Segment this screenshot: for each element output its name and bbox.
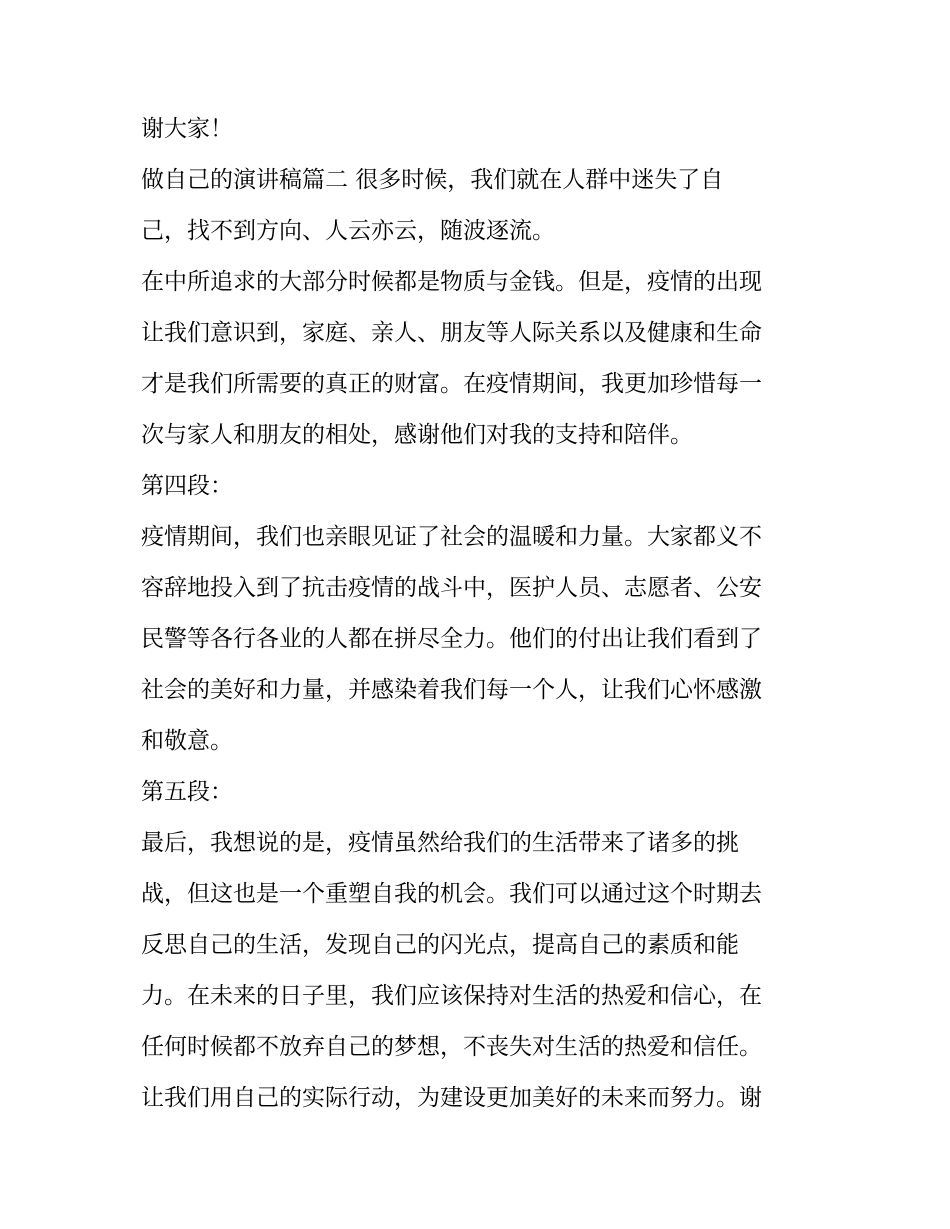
text-line: 力。在未来的日子里，我们应该保持对生活的热爱和信心，在: [141, 983, 762, 1009]
text-line-speech-title: 做自己的演讲稿篇二 很多时候，我们就在人群中迷失了自: [141, 167, 724, 193]
text-line: 任何时候都不放弃自己的梦想，不丧失对生活的热爱和信任。: [141, 1034, 762, 1060]
text-line: 让我们用自己的实际行动，为建设更加美好的未来而努力。谢: [141, 1085, 762, 1111]
text-line: 和敬意。: [141, 728, 233, 754]
section-heading-5: 第五段：: [141, 779, 233, 805]
text-line: 己，找不到方向、人云亦云，随波逐流。: [141, 218, 555, 244]
text-line: 次与家人和朋友的相处，感谢他们对我的支持和陪伴。: [141, 422, 693, 448]
text-line: 容辞地投入到了抗击疫情的战斗中，医护人员、志愿者、公安: [141, 575, 762, 601]
text-line: 让我们意识到，家庭、亲人、朋友等人际关系以及健康和生命: [141, 320, 762, 346]
text-line: 才是我们所需要的真正的财富。在疫情期间，我更加珍惜每一: [141, 371, 762, 397]
text-line: 反思自己的生活，发现自己的闪光点，提高自己的素质和能: [141, 932, 739, 958]
text-line: 社会的美好和力量，并感染着我们每一个人，让我们心怀感激: [141, 677, 762, 703]
text-line: 疫情期间，我们也亲眼见证了社会的温暖和力量。大家都义不: [141, 524, 762, 550]
text-line: 民警等各行各业的人都在拼尽全力。他们的付出让我们看到了: [141, 626, 762, 652]
text-line: 战，但这也是一个重塑自我的机会。我们可以通过这个时期去: [141, 881, 762, 907]
text-line: 最后，我想说的是，疫情虽然给我们的生活带来了诸多的挑: [141, 830, 739, 856]
text-line: 在中所追求的大部分时候都是物质与金钱。但是，疫情的出现: [141, 269, 762, 295]
section-heading-4: 第四段：: [141, 473, 233, 499]
document-body: [141, 104, 821, 1124]
text-line-closing-thanks: 谢大家！: [141, 116, 233, 142]
